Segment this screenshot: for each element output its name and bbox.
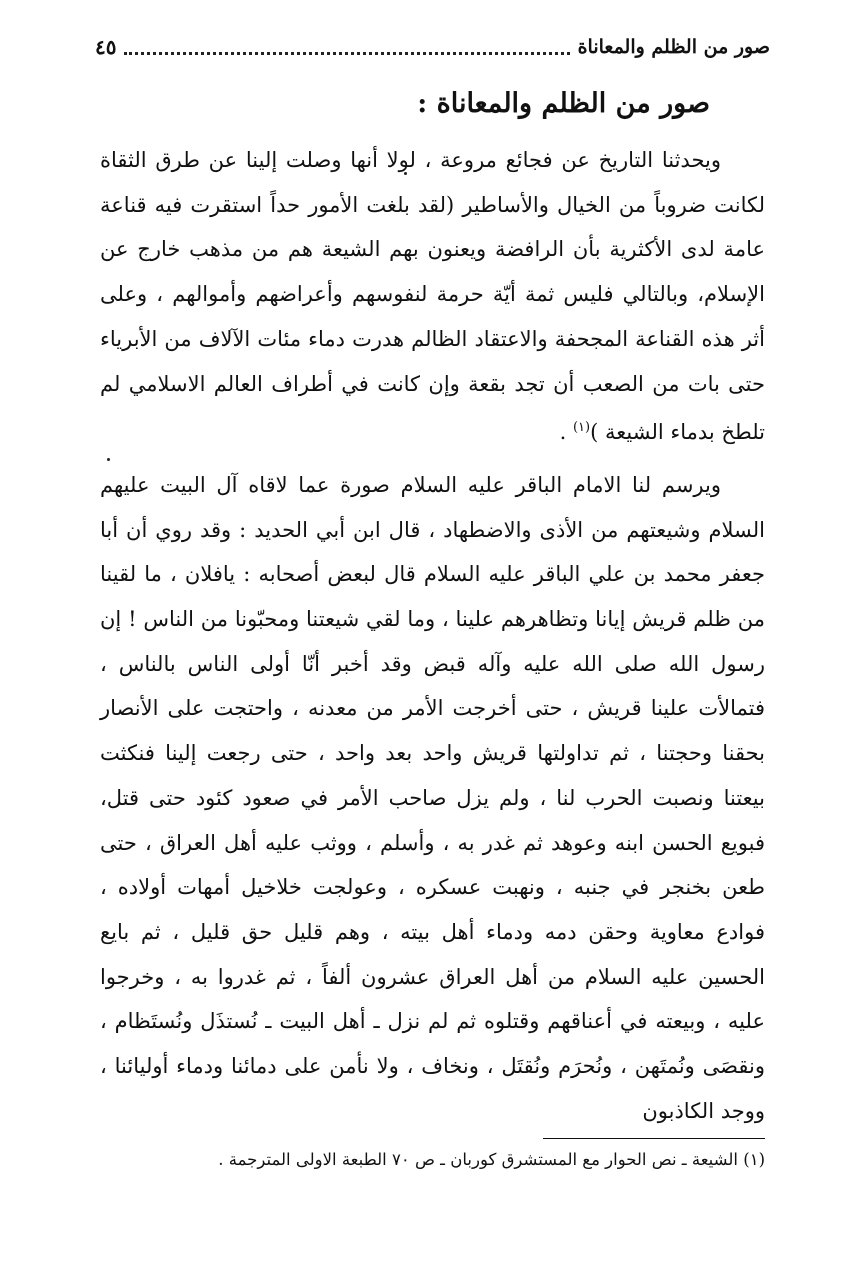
running-header	[95, 32, 770, 62]
print-speck	[404, 172, 407, 175]
footnote-reference: (١)	[572, 420, 591, 436]
paragraph-2-text: ويرسم لنا الامام الباقر عليه السلام صورة عما لاقاه آل البيت عليهم السلام وشيعتهم من الأذى والاضطهاد ، قال ابن أبي الحديد : وقد روي أن أبا جعفر محمد بن علي الباقر عليه السلام قال لبعض أصحابه : يافلان ، ما لقينا من ظلم قريش إيانا وتظاهرهم علينا ، وما لقي شيعتنا ومحبّونا من الناس ! إن رسول الله صلى الله عليه وآله قبض وقد أخبر أنّا أولى الناس بالناس ، فتمالأت علينا قريش ، حتى أخرجت الأمر من معدنه ، واحتجت على الأنصار بحقنا وحجتنا ، ثم تداولتها قريش واحد بعد واحد ، حتى رجعت إلينا فنكثت بيعتنا ونصبت الحرب لنا ، ولم يزل صاحب الأمر في صعود كئود حتى قتل، فبويع الحسن ابنه وعوهد ثم غدر به ، وأسلم ، ووثب عليه أهل العراق ، حتى طعن بخنجر في جنبه ، ونهبت عسكره ، وعولجت خلاخيل أمهات أولاده ، فوادع معاوية وحقن دمه ودماء أهل بيته ، وهم قليل حق قليل ، ثم بايع الحسين عليه السلام من أهل العراق عشرون ألفاً ، ثم غدروا به ، وخرجوا عليه ، وبيعته في أعناقهم وقتلوه ثم لم نزل ـ أهل البيت ـ نُستذَل ونُستَظام ، ونقصَى ونُمتَهن ، ونُحرَم ونُقتَل ، ونخاف ، ولا نأمن على دمائنا ودماء أوليائنا ، ووجد الكاذبون	[100, 472, 765, 1123]
footnote: (١) الشيعة ـ نص الحوار مع المستشرق كوربان ـ ص ٧٠ الطبعة الاولى المترجمة .	[218, 1150, 765, 1169]
header-leader-dots	[124, 52, 569, 55]
running-header-title: صور من الظلم والمعاناة	[577, 36, 770, 58]
paragraph-2	[100, 463, 765, 1134]
footnote-divider	[543, 1138, 765, 1139]
page-number: ٤٥	[95, 35, 117, 59]
section-heading: صور من الظلم والمعاناة :	[417, 88, 710, 119]
paragraph-1-text: ويحدثنا التاريخ عن فجائع مروعة ، لولا أنها وصلت إلينا عن طرق الثقاة لكانت ضروباً من الخيال والأساطير (لقد بلغت الأمور حداً استقرت فيه قناعة عامة لدى الأكثرية بأن الرافضة ويعنون بهم الشيعة هم من مذهب خارج عن الإسلام، وبالتالي فليس ثمة أيّة حرمة لنفوسهم وأعراضهم وأموالهم ، وعلى أثر هذه القناعة المجحفة والاعتقاد الظالم هدرت دماء مئات الآلاف من الأبرياء حتى بات من الصعب أن تجد بقعة وإن كانت في أطراف العالم الاسلامي لم تلطخ بدماء الشيعة )	[100, 148, 765, 445]
body-text	[100, 138, 765, 1133]
paragraph-1-end: .	[559, 420, 573, 445]
paragraph-1	[100, 138, 765, 455]
print-speck	[107, 458, 110, 461]
